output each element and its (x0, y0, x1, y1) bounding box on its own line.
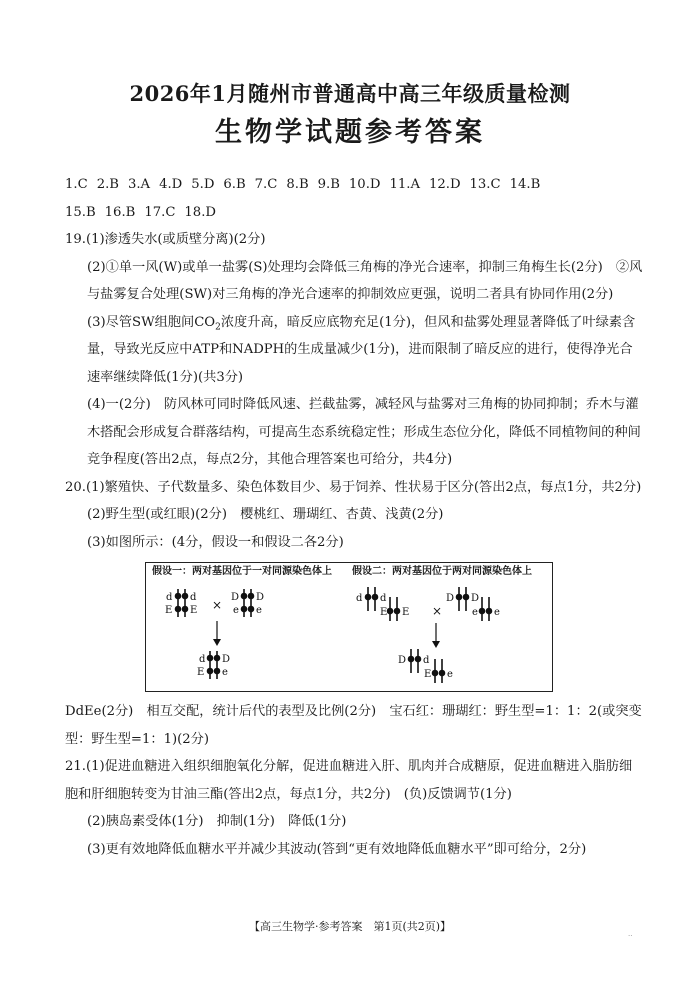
allele-label: e (233, 605, 239, 616)
q21-part2: (2)胰岛素受体(1分) 抑制(1分) 降低(1分) (87, 814, 347, 829)
allele-label: E (380, 607, 388, 618)
cross-symbol: × (432, 604, 443, 618)
allele-label: E (424, 669, 432, 680)
choice-answer: 2.B (96, 177, 119, 192)
choice-answer: 8.B (286, 177, 309, 192)
gene-locus (176, 594, 181, 599)
allele-label: d (190, 592, 197, 603)
gene-locus (183, 594, 188, 599)
q19-part3: (3)尽管SW组胞间$CO_2$浓度升高，暗反应底物充足(1分)，但风和盐雾处理显著降低了叶绿素含量，导致光反应中ATP和NADPH的生成量减少(1分)，进而限制了暗反应的进行，使得净光合速率继续降低(1分)(共3分) (87, 314, 636, 385)
chromosome-diagram (146, 563, 552, 691)
allele-label: e (447, 669, 453, 680)
choice-answer: 15.B (65, 204, 96, 220)
gene-locus (176, 607, 181, 612)
gene-locus (215, 656, 220, 661)
q19-part2: (2)①单一风(W)或单一盐雾(S)处理均会降低三角梅的净光合速率，抑制三角梅生长(2分) ②风与盐雾复合处理(SW)对三角梅的净光合速率的抑制效应更强，说明二者具有协同作用(2分) (87, 259, 643, 302)
q20-part1: 20.(1)繁殖快、子代数量多、染色体数目少、易于饲养、性状易于区分(答出2点，每点1分，共2分) (65, 479, 642, 495)
choice-answer: 12.D (428, 177, 461, 192)
gene-locus (487, 609, 492, 614)
allele-label: e (256, 605, 262, 616)
page-footer: 【高三生物学·参考答案 第1页(共2页)】 (248, 920, 452, 933)
gene-locus (183, 607, 188, 612)
gene-locus (208, 669, 213, 674)
allele-label: D (231, 592, 240, 603)
gene-locus (242, 607, 247, 612)
gene-locus (464, 595, 469, 600)
gene-locus (409, 657, 414, 662)
q21-part3: (3)更有效地降低血糖水平并减少其波动(答到“更有效地降低血糖水平”即可给分，2分) (87, 841, 587, 857)
answer-body (65, 171, 645, 863)
gene-locus (457, 595, 462, 600)
allele-label: E (197, 667, 205, 678)
q21-part1: 21.(1)促进血糖进入组织细胞氧化分解，促进血糖进入肝、肌肉并合成糖原，促进血糖进入脂肪细胞和肝细胞转变为甘油三酯(答出2点，每点1分，共2分) (负)反馈调节(1分) (65, 759, 633, 802)
choice-answer: 11.A (389, 177, 420, 192)
allele-label: D (471, 593, 480, 604)
genetics-hypothesis-figure (145, 562, 553, 692)
allele-label: d (356, 593, 363, 604)
cross-symbol: × (212, 598, 223, 612)
allele-label: d (423, 655, 430, 666)
arrow-head (213, 639, 221, 646)
gene-locus (242, 594, 247, 599)
choice-answer: 10.D (348, 177, 381, 192)
allele-label: D (398, 655, 407, 666)
allele-label: D (446, 593, 455, 604)
gene-locus (249, 594, 254, 599)
q20-part2: (2)野生型(或红眼)(2分) 樱桃红、珊瑚红、杏黄、浅黄(2分) (87, 507, 444, 522)
gene-locus (416, 657, 421, 662)
choice-answers-row-1 (65, 171, 645, 199)
allele-label: e (494, 607, 500, 618)
gene-locus (440, 671, 445, 676)
choice-answer: 9.B (317, 177, 340, 192)
exam-title: 2026年1月随州市普通高中高三年级质量检测 (129, 81, 571, 106)
hypothesis-2-label: 假设二：两对基因位于两对同源染色体上 (352, 566, 532, 577)
choice-answer: 6.B (223, 177, 246, 192)
answer-key-title: 生物学试题参考答案 (215, 117, 485, 148)
choice-answer: 14.B (509, 177, 541, 192)
gene-locus (366, 595, 371, 600)
allele-label: d (380, 593, 387, 604)
gene-locus (388, 609, 393, 614)
choice-answer: 7.C (254, 177, 278, 192)
gene-locus (373, 595, 378, 600)
choice-answer: 4.D (159, 177, 183, 192)
allele-label: e (472, 607, 478, 618)
choice-answer: 3.A (127, 177, 151, 192)
gene-locus (395, 609, 400, 614)
arrow-head (432, 641, 440, 648)
gene-locus (215, 669, 220, 674)
choice-answer: 16.B (104, 204, 136, 220)
choice-answer: 17.C (144, 204, 176, 220)
gene-locus (433, 671, 438, 676)
choice-answer: 13.C (469, 177, 501, 192)
q20-part3-result: DdEe(2分) 相互交配，统计后代的表型及比例(2分) 宝石红：珊瑚红：野生型=1：1：2(或突变型：野生型=1：1)(2分) (65, 704, 642, 747)
choice-answer: 5.D (191, 177, 215, 192)
allele-label: e (222, 667, 228, 678)
choice-answer: 1.C (65, 177, 88, 192)
allele-label: E (190, 605, 198, 616)
q19-part1: 19.(1)渗透失水(或质壁分离)(2分) (65, 232, 266, 247)
allele-label: D (256, 592, 265, 603)
q20-part3: (3)如图所示：(4分，假设一和假设二各2分) (87, 534, 344, 550)
corner-mark: .. (628, 930, 633, 938)
allele-label: d (166, 592, 173, 603)
gene-locus (208, 656, 213, 661)
allele-label: d (199, 654, 206, 665)
q19-part4: (4)一(2分) 防风林可同时降低风速、拦截盐雾，减轻风与盐雾对三角梅的协同抑制；乔木与灌木搭配会形成复合群落结构，可提高生态系统稳定性；形成生态位分化，降低不同植物间的种间竞争程度(答出2点，每点2分，其他合理答案也可给分，共4分) (87, 397, 641, 467)
choice-answer: 18.D (184, 204, 216, 220)
choice-answers-row-2 (65, 199, 645, 227)
allele-label: E (165, 605, 173, 616)
gene-locus (480, 609, 485, 614)
allele-label: D (222, 654, 231, 665)
gene-locus (249, 607, 254, 612)
hypothesis-1-label: 假设一：两对基因位于一对同源染色体上 (152, 566, 332, 577)
allele-label: E (402, 607, 410, 618)
